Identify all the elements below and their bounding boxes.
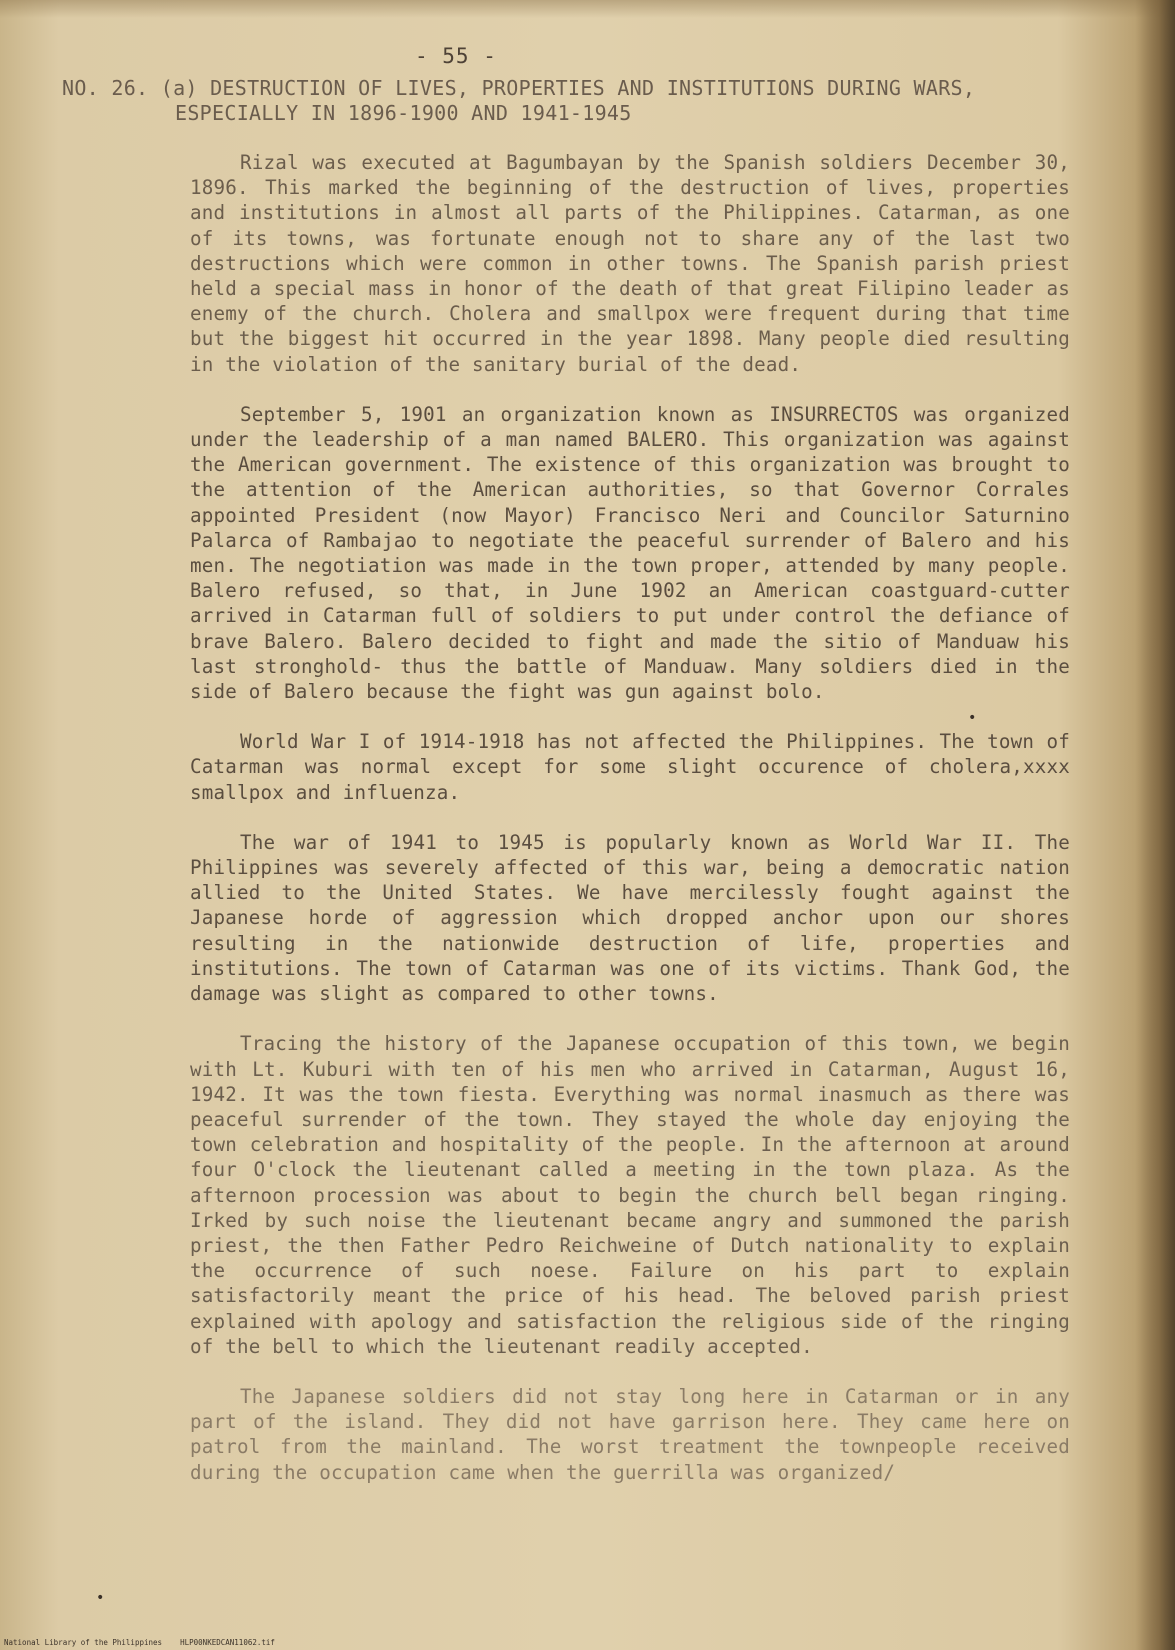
section-heading: [62, 76, 1062, 126]
paragraph-japanese-soldiers: The Japanese soldiers did not stay long here in Catarman or in any part of the island. They did not have garrison here. They came here on patrol from the mainland. The worst treatment the townpeople received during the occupation came when the guerrilla was organized/: [190, 1384, 1070, 1484]
heading-line-1: NO. 26. (a) DESTRUCTION OF LIVES, PROPERTIES AND INSTITUTIONS DURING WARS,: [62, 76, 976, 100]
ink-speck: •: [96, 1590, 105, 1606]
paragraph-japanese-occupation: Tracing the history of the Japanese occupation of this town, we begin with Lt. Kuburi with ten of his men who arrived in Catarman, August 16, 1942. It was the town fiesta. Everything was normal inasmuch as there was peaceful surrender of the town. They stayed the whole day enjoying the town celebration and hospitality of the people. In the afternoon at around four O'clock the lieutenant called a meeting in the town plaza. As the afternoon procession was about to begin the church bell began ringing. Irked by such noise the lieutenant became angry and summoned the parish priest, the then Father Pedro Reichweine of Dutch nationality to explain the occurrence of such noese. Failure on his part to explain satisfactorily meant the price of his head. The beloved parish priest explained with apology and satisfaction the religious side of the ringing of the bell to which the lieutenant readily accepted.: [190, 1032, 1070, 1358]
page-number: - 55 -: [415, 44, 497, 68]
heading-line-2: ESPECIALLY IN 1896-1900 AND 1941-1945: [175, 101, 632, 125]
document-body: [190, 150, 1070, 1510]
page-binding-shadow: [1135, 0, 1175, 1650]
paragraph-world-war-two: The war of 1941 to 1945 is popularly known as World War II. The Philippines was severely affected of this war, being a democratic nation allied to the United States. We have mercilessly fought against the Japanese horde of aggression which dropped anchor upon our shores resulting in the nationwide destruction of life, properties and institutions. The town of Catarman was one of its victims. Thank God, the damage was slight as compared to other towns.: [190, 830, 1070, 1006]
ink-speck: •: [968, 710, 977, 726]
paragraph-world-war-one: World War I of 1914-1918 has not affected the Philippines. The town of Catarman was normal except for some slight occurence of cholera,xxxx smallpox and influenza.: [190, 730, 1070, 804]
paragraph-insurrectos: September 5, 1901 an organization known as INSURRECTOS was organized under the leadership of a man named BALERO. This organization was against the American government. The existence of this organization was brought to the attention of the American authorities, so that Governor Corrales appointed President (now Mayor) Francisco Neri and Councilor Saturnino Palarca of Rambajao to negotiate the peaceful surrender of Balero and his men. The negotiation was made in the town proper, attended by many people. Balero refused, so that, in June 1902 an American coastguard-cutter arrived in Catarman full of soldiers to put under control the defiance of brave Balero. Balero decided to fight and made the sitio of Manduaw his last stronghold- thus the battle of Manduaw. Many soldiers died in the side of Balero because the fight was gun against bolo.: [190, 402, 1070, 704]
page-top-shadow: [0, 0, 1175, 18]
archive-footer: National Library of the Philippines HLP00NKEDCAN11062.tif: [4, 1638, 275, 1647]
paragraph-rizal: Rizal was executed at Bagumbayan by the Spanish soldiers December 30, 1896. This marked the beginning of the destruction of lives, properties and institutions in almost all parts of the Philippines. Catarman, as one of its towns, was fortunate enough not to share any of the last two destructions which were common in other towns. The Spanish parish priest held a special mass in honor of the death of that great Filipino leader as enemy of the church. Cholera and smallpox were frequent during that time but the biggest hit occurred in the year 1898. Many people died resulting in the violation of the sanitary burial of the dead.: [190, 151, 1070, 376]
